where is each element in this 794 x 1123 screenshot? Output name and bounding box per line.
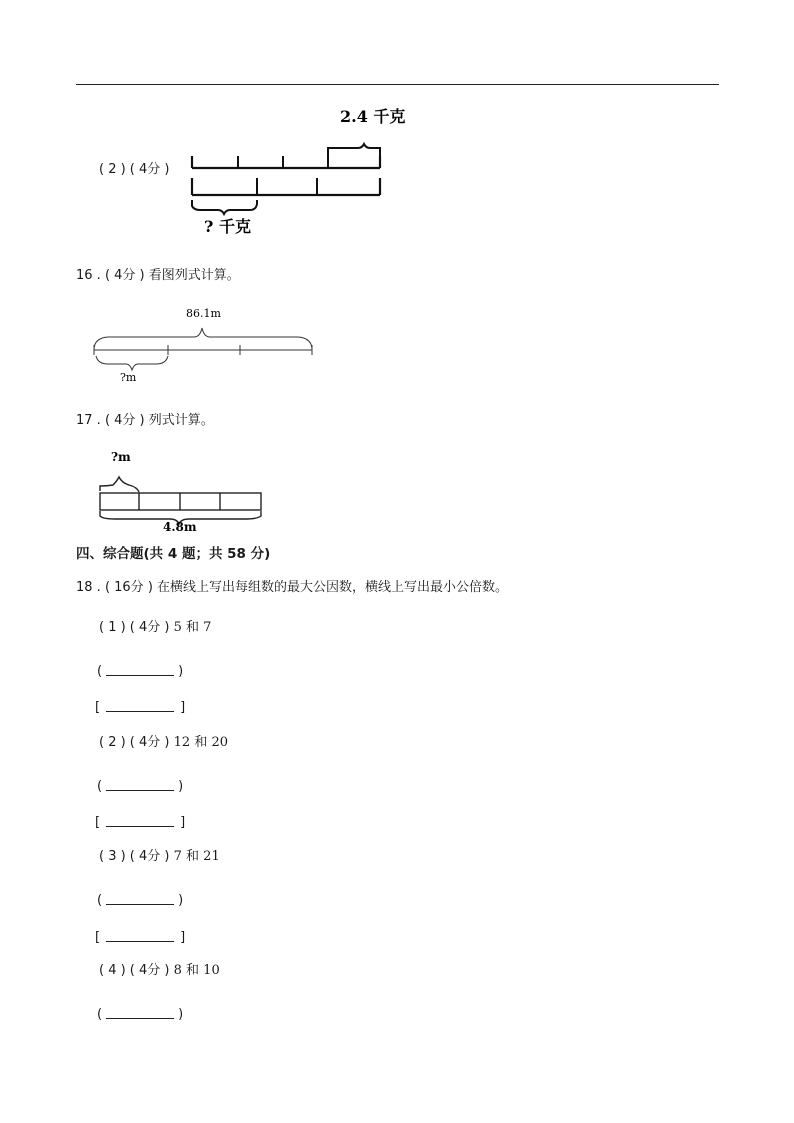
q18-part4-numbers: 8 和 10 (173, 963, 220, 978)
bracket-close: ] (180, 815, 186, 830)
q18-part4 (99, 963, 220, 979)
q18-part3-lcm-blank[interactable] (106, 928, 174, 942)
q17-diagram (95, 445, 275, 535)
q18-part2-numbers: 12 和 20 (173, 735, 228, 750)
q18-part2 (99, 735, 228, 751)
q18-part1-gcd-row (97, 662, 183, 680)
paren-open: ( (97, 893, 103, 908)
q17-top-label: ?m (111, 450, 131, 464)
q15-top-label: 2.4 千克 (340, 107, 406, 126)
q18-part3-gcd-row (97, 891, 183, 909)
bracket-close: ] (180, 930, 186, 945)
q17-bottom-label: 4.8m (163, 520, 197, 534)
paren-close: ) (178, 664, 184, 679)
q15-bottom-label: ? 千克 (204, 217, 251, 236)
q18-part1 (99, 620, 211, 636)
q18-part1-lcm-blank[interactable] (106, 698, 174, 712)
q18-part4-gcd-blank[interactable] (106, 1005, 174, 1019)
q16-title: 16 . ( 4分 ) 看图列式计算。 (76, 268, 240, 283)
section4-heading: 四、综合题(共 4 题；共 58 分) (76, 546, 271, 562)
paren-close: ) (178, 779, 184, 794)
bracket-close: ] (180, 700, 186, 715)
q18-title: 18 . ( 16分 ) 在横线上写出每组数的最大公因数，横线上写出最小公倍数。 (76, 580, 509, 595)
q15-part2-label: ( 2 ) ( 4分 ) (99, 162, 170, 177)
q15-diagram (180, 100, 420, 240)
q18-part4-label: ( 4 ) ( 4分 ) (99, 963, 170, 978)
q18-part1-label: ( 1 ) ( 4分 ) (99, 620, 170, 635)
q18-part1-numbers: 5 和 7 (173, 620, 212, 635)
paren-close: ) (178, 893, 184, 908)
q18-part3-gcd-blank[interactable] (106, 891, 174, 905)
q18-part3-lcm-row (95, 928, 185, 946)
q18-part3 (99, 849, 220, 865)
q16-bottom-label: ?m (120, 371, 137, 384)
q18-part2-gcd-row (97, 777, 183, 795)
q16-top-label: 86.1m (186, 307, 221, 320)
bracket-open: [ (95, 700, 101, 715)
q18-part1-gcd-blank[interactable] (106, 662, 174, 676)
q18-part2-lcm-row (95, 813, 185, 831)
paren-open: ( (97, 1007, 103, 1022)
q18-part2-gcd-blank[interactable] (106, 777, 174, 791)
paren-close: ) (178, 1007, 184, 1022)
q18-part3-label: ( 3 ) ( 4分 ) (99, 849, 170, 864)
bracket-open: [ (95, 930, 101, 945)
q18-part4-gcd-row (97, 1005, 183, 1023)
q18-part2-lcm-blank[interactable] (106, 813, 174, 827)
q18-part1-lcm-row (95, 698, 185, 716)
q18-part3-numbers: 7 和 21 (173, 849, 220, 864)
q16-diagram (90, 300, 330, 390)
header-rule (76, 84, 719, 85)
paren-open: ( (97, 664, 103, 679)
q18-part2-label: ( 2 ) ( 4分 ) (99, 735, 170, 750)
paren-open: ( (97, 779, 103, 794)
q17-title: 17 . ( 4分 ) 列式计算。 (76, 413, 214, 428)
bracket-open: [ (95, 815, 101, 830)
